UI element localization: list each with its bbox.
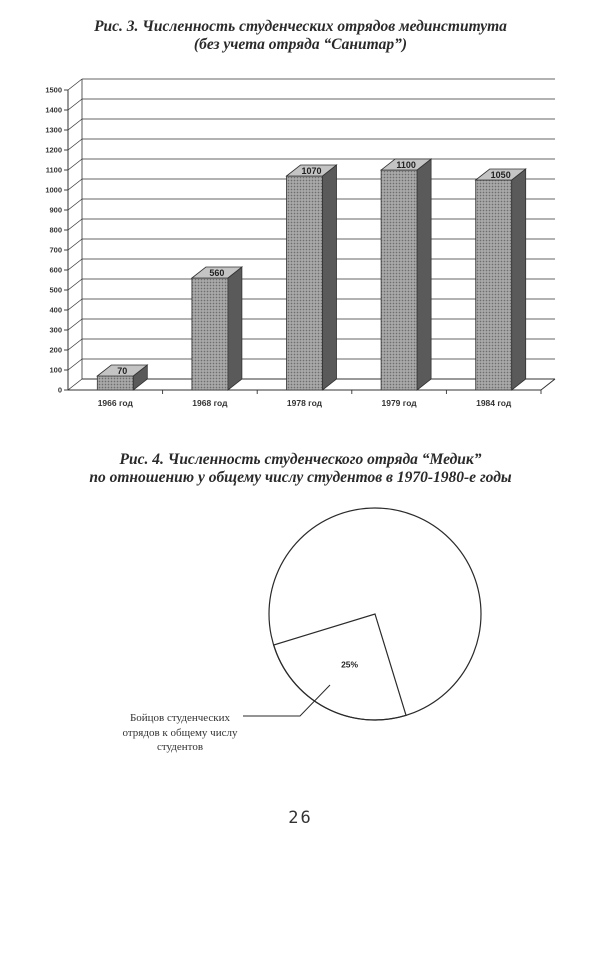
grid-diagonal: [68, 199, 82, 210]
slice-label: 25%: [341, 659, 359, 670]
bar-group: [287, 165, 337, 390]
bar: [476, 180, 512, 390]
x-tick-label: 1984 год: [476, 398, 512, 408]
data-label: 1070: [301, 166, 322, 176]
y-tick-label: 100: [49, 365, 62, 375]
y-ticks: [45, 86, 68, 395]
y-tick-label: 300: [49, 325, 62, 335]
grid-diagonal: [68, 179, 82, 190]
bar-group: [192, 267, 242, 390]
page-number: 26: [288, 808, 313, 828]
grid-diagonal: [68, 239, 82, 250]
figure-3-title-line2: (без учета отряда “Санитар”): [193, 36, 408, 53]
leader-line: [243, 685, 330, 716]
data-label: 1100: [396, 160, 416, 170]
y-tick-label: 1000: [45, 185, 62, 195]
pie-slice: [274, 614, 406, 720]
bar-side: [228, 267, 242, 390]
grid-diagonal: [68, 339, 82, 350]
bar: [287, 176, 323, 390]
y-tick-label: 1500: [45, 85, 62, 95]
bar: [192, 278, 228, 390]
bar: [381, 170, 417, 390]
bar-group: [381, 159, 431, 390]
y-tick-label: 800: [49, 225, 62, 235]
figure-4-title-line1: Рис. 4. Численность студенческого отряда “Медик”: [119, 451, 482, 468]
x-tick-label: 1966 год: [97, 398, 133, 408]
y-tick-label: 700: [49, 245, 62, 255]
figure-4-title: [0, 451, 601, 487]
bar-group: [476, 169, 526, 390]
figure-4-title-line2: по отношению у общему числу студентов в 1970-1980-е годы: [89, 469, 512, 486]
grid-diagonal: [68, 139, 82, 150]
bar-chart: [0, 0, 601, 430]
bar-side: [417, 159, 431, 390]
data-label: 560: [209, 268, 225, 278]
x-tick-label: 1968 год: [192, 398, 228, 408]
figure-3-title-line1: Рис. 3. Численность студенческих отрядов мединститута: [94, 18, 507, 35]
y-tick-label: 200: [49, 345, 62, 355]
grid-diagonal: [68, 379, 82, 390]
grid-diagonal: [68, 259, 82, 270]
y-tick-label: 400: [49, 305, 62, 315]
data-label: 70: [117, 366, 128, 376]
grid-diagonal: [68, 219, 82, 230]
grid-diagonal: [68, 119, 82, 130]
y-tick-label: 1300: [45, 125, 62, 135]
grid-diagonal: [68, 359, 82, 370]
grid-diagonal: [68, 79, 82, 90]
grid-diagonal: [68, 299, 82, 310]
x-tick-label: 1978 год: [286, 398, 323, 408]
y-tick-label: 1400: [45, 105, 62, 115]
data-label: 1050: [490, 170, 511, 180]
bar-side: [323, 165, 337, 390]
pie-slice: [269, 508, 481, 715]
pie-legend-label: Бойцов студенческих отрядов к общему числу студентов: [122, 712, 238, 753]
y-tick-label: 900: [49, 205, 62, 215]
grid-diagonal: [68, 319, 82, 330]
y-tick-label: 1100: [45, 165, 62, 175]
pie-outline: [269, 508, 481, 720]
grid-diagonal: [68, 279, 82, 290]
y-tick-label: 0: [57, 385, 62, 395]
x-tick-label: 1979 год: [381, 398, 417, 408]
y-tick-label: 1200: [45, 145, 62, 155]
y-tick-label: 600: [49, 265, 62, 275]
bar: [97, 376, 133, 390]
floor-right-edge: [541, 379, 555, 390]
y-tick-label: 500: [49, 285, 62, 295]
grid-diagonal: [68, 99, 82, 110]
bar-side: [512, 169, 526, 390]
grid-diagonal: [68, 159, 82, 170]
bars: [97, 159, 525, 390]
